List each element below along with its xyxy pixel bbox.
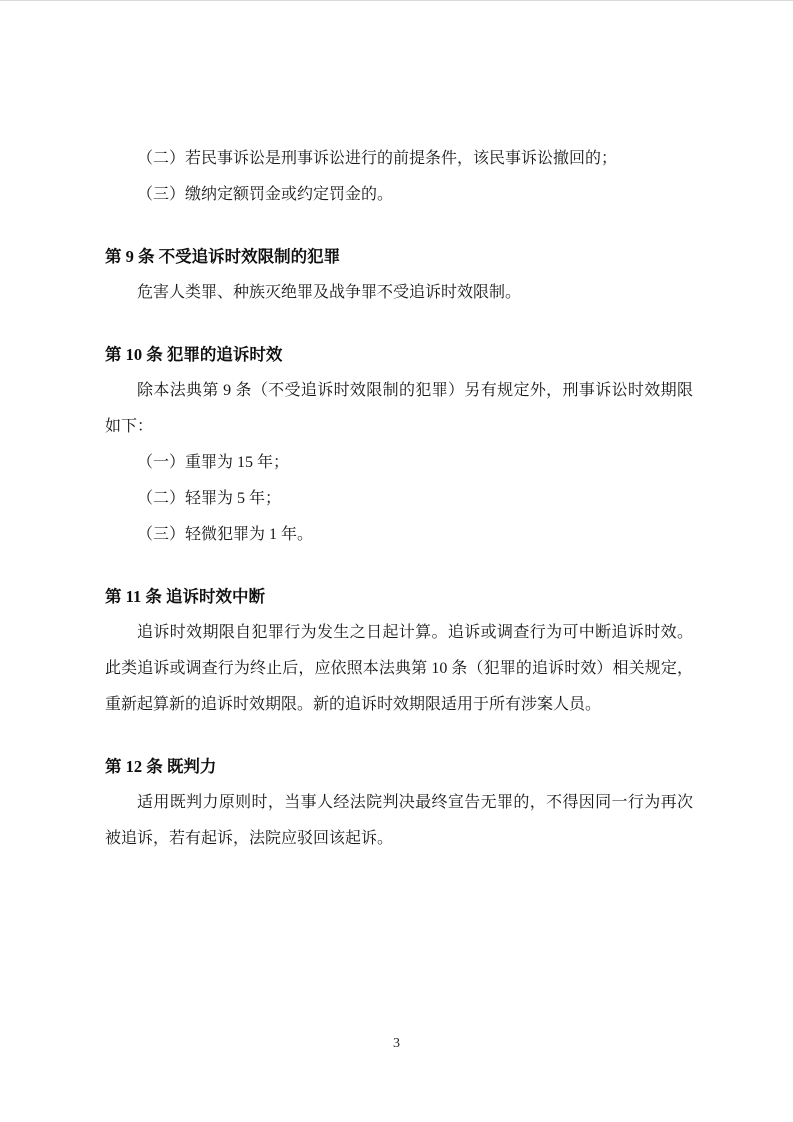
article-10-paragraph: 除本法典第 9 条（不受追诉时效限制的犯罪）另有规定外，刑事诉讼时效期限如下： [105,382,693,435]
article-10-heading: 第 10 条 犯罪的追诉时效 [105,345,283,364]
document-body [105,141,693,857]
article-12-heading: 第 12 条 既判力 [105,757,217,776]
article-9-paragraph: 危害人类罪、种族灭绝罪及战争罪不受追诉时效限制。 [137,284,522,301]
article-9-heading: 第 9 条 不受追诉时效限制的犯罪 [105,247,341,266]
page-number: 3 [393,1036,400,1051]
article-10-list-item: （三）轻微犯罪为 1 年。 [137,526,314,543]
article-12-paragraph: 适用既判力原则时，当事人经法院判决最终宣告无罪的，不得因同一行为再次被追诉，若有起诉，法院应驳回该起诉。 [105,794,693,847]
article-10-list-item: （一）重罪为 15 年； [137,454,290,471]
article-11-paragraph: 追诉时效期限自犯罪行为发生之日起计算。追诉或调查行为可中断追诉时效。此类追诉或调查行为终止后，应依照本法典第 10 条（犯罪的追诉时效）相关规定，重新起算新的追诉时效期限。新的追诉时效期限适用于所有涉案人员。 [105,624,693,713]
article-10-list-item: （二）轻罪为 5 年； [137,490,282,507]
article-11-heading: 第 11 条 追诉时效中断 [105,587,265,606]
intro-list-item: （三）缴纳定额罚金或约定罚金的。 [137,186,394,203]
intro-list-item: （二）若民事诉讼是刑事诉讼进行的前提条件，该民事诉讼撤回的； [137,150,618,167]
